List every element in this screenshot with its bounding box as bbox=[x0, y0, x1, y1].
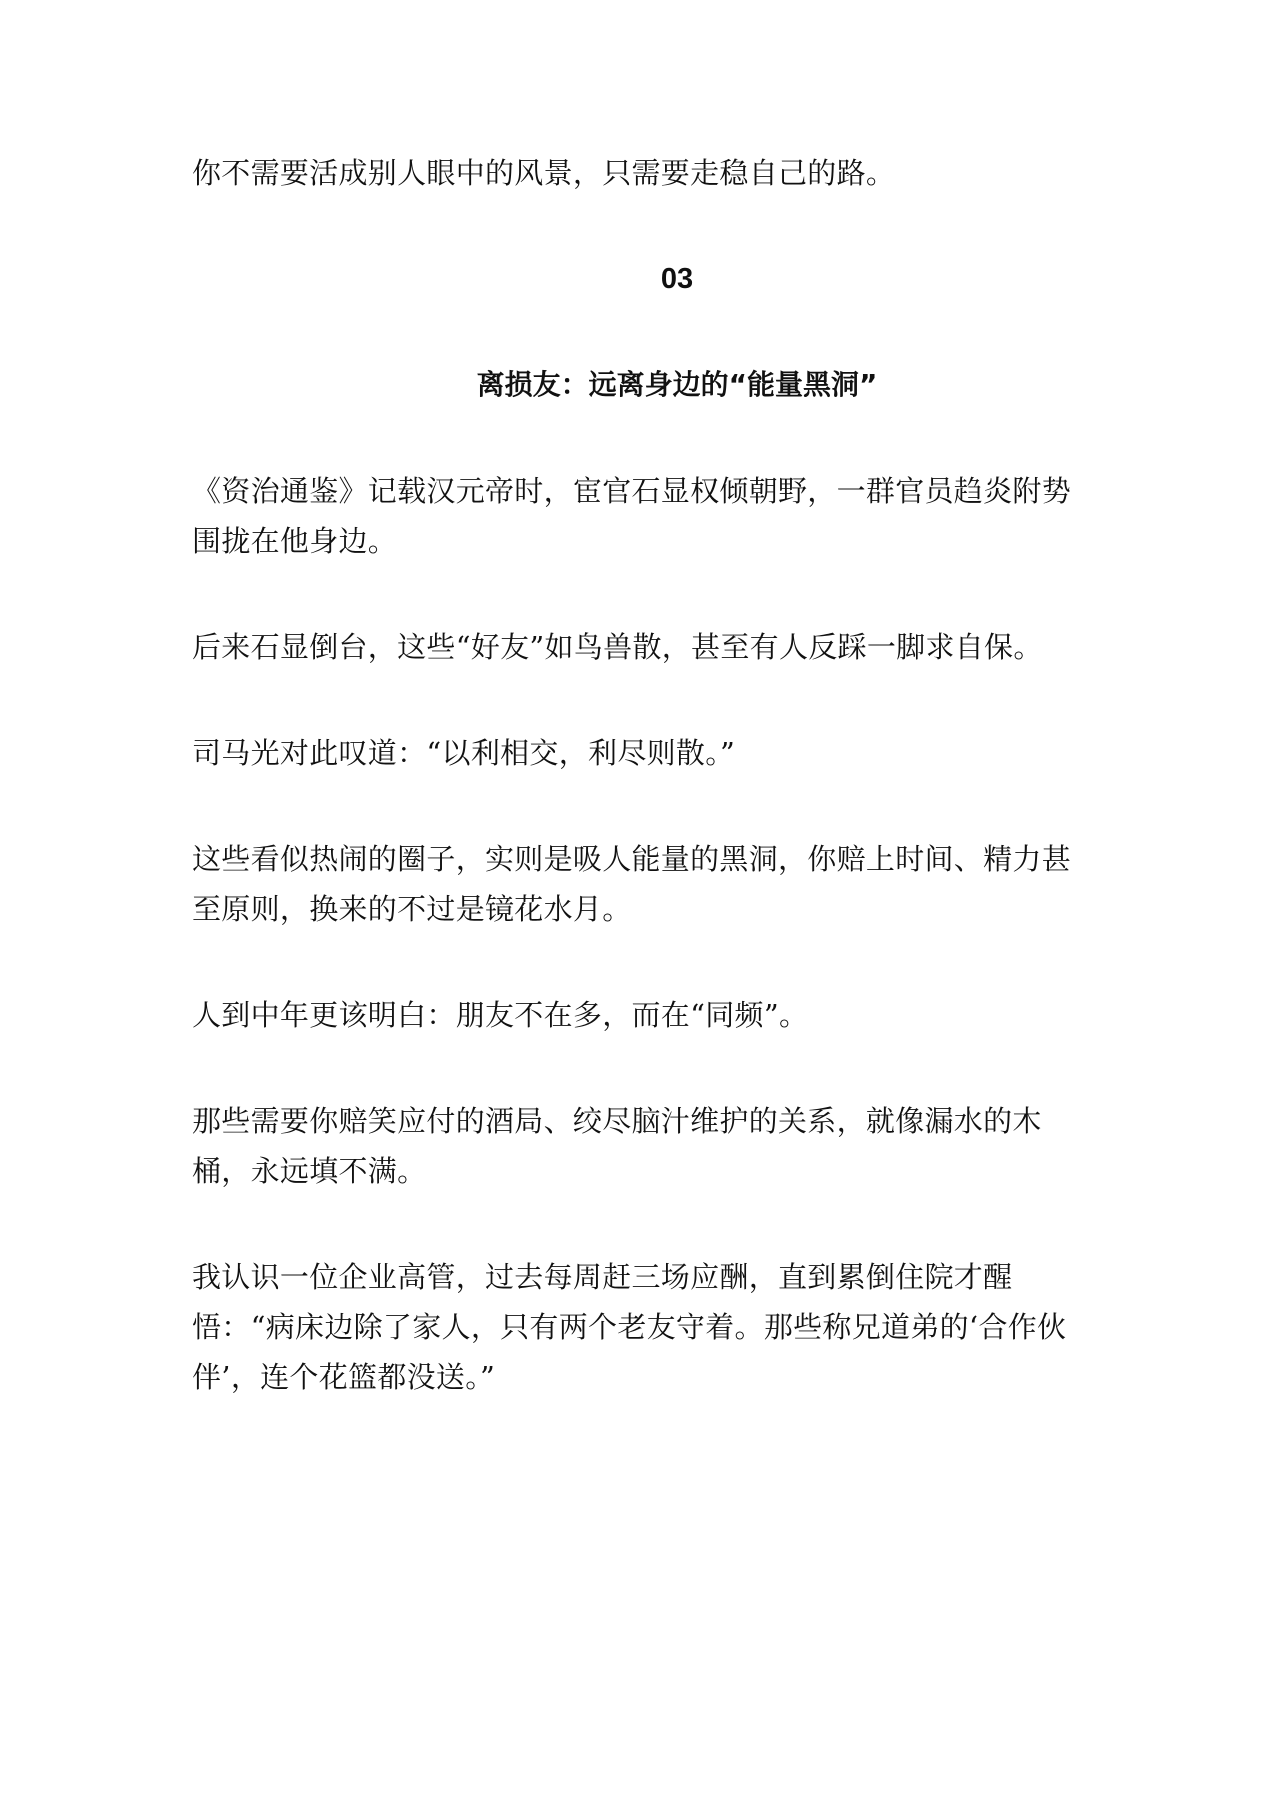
section-number: 03 bbox=[660, 263, 694, 295]
article-body bbox=[192, 148, 1092, 1458]
paragraph: 那些需要你赔笑应付的酒局、绞尽脑汁维护的关系，就像漏水的木桶，永远填不满。 bbox=[192, 1104, 1042, 1188]
section-title: 离损友：远离身边的“能量黑洞” bbox=[476, 368, 878, 401]
paragraph: 《资治通鉴》记载汉元帝时，宦官石显权倾朝野，一群官员趋炎附势围拢在他身边。 bbox=[192, 474, 1072, 558]
paragraph: 后来石显倒台，这些“好友”如鸟兽散，甚至有人反踩一脚求自保。 bbox=[192, 630, 1043, 664]
paragraph: 司马光对此叹道：“以利相交，利尽则散。” bbox=[192, 736, 736, 770]
paragraph: 人到中年更该明白：朋友不在多，而在“同频”。 bbox=[192, 998, 809, 1032]
paragraph: 我认识一位企业高管，过去每周赶三场应酬，直到累倒住院才醒悟：“病床边除了家人，只有两个老友守着。那些称兄道弟的‘合作伙伴’，连个花篮都没送。” bbox=[192, 1260, 1067, 1394]
paragraph: 这些看似热闹的圈子，实则是吸人能量的黑洞，你赔上时间、精力甚至原则，换来的不过是镜花水月。 bbox=[192, 842, 1072, 926]
intro-paragraph: 你不需要活成别人眼中的风景，只需要走稳自己的路。 bbox=[192, 156, 896, 190]
